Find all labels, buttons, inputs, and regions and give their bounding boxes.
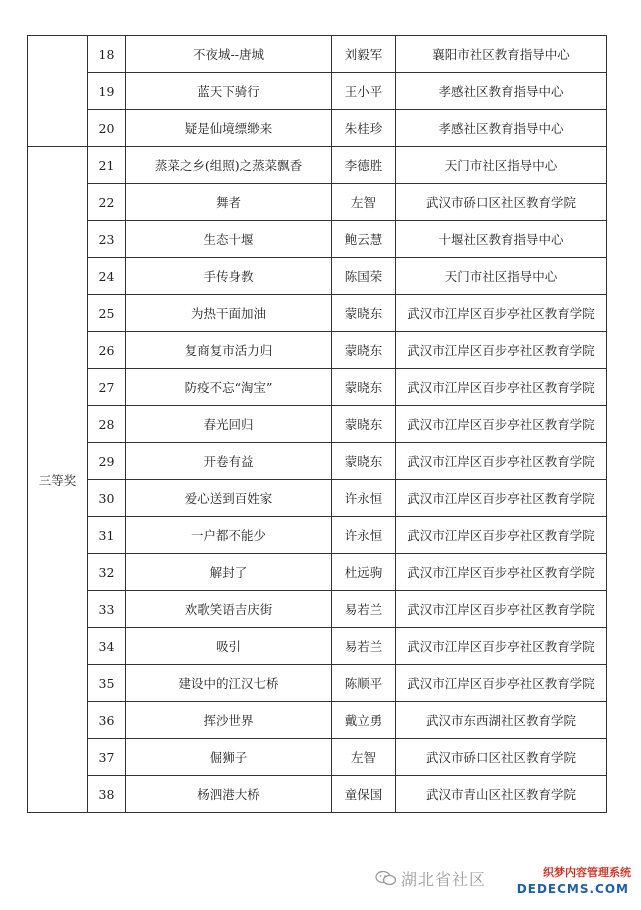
author-cell: 陈顺平 xyxy=(332,665,396,702)
author-cell: 蒙晓东 xyxy=(332,332,396,369)
entry-number-cell: 23 xyxy=(88,221,126,258)
work-title-cell: 解封了 xyxy=(126,554,332,591)
author-cell: 左智 xyxy=(332,184,396,221)
unit-cell: 武汉市江岸区百步亭社区教育学院 xyxy=(396,517,607,554)
author-cell: 左智 xyxy=(332,739,396,776)
unit-cell: 武汉市东西湖社区教育学院 xyxy=(396,702,607,739)
work-title-cell: 杨泗港大桥 xyxy=(126,776,332,813)
unit-cell: 武汉市江岸区百步亭社区教育学院 xyxy=(396,480,607,517)
table-row xyxy=(28,332,607,369)
unit-cell: 武汉市硚口区社区教育学院 xyxy=(396,184,607,221)
work-title-cell: 爱心送到百姓家 xyxy=(126,480,332,517)
table-row xyxy=(28,147,607,184)
entry-number-cell: 35 xyxy=(88,665,126,702)
awards-table-body xyxy=(28,36,607,813)
author-cell: 蒙晓东 xyxy=(332,443,396,480)
work-title-cell: 舞者 xyxy=(126,184,332,221)
work-title-cell: 开卷有益 xyxy=(126,443,332,480)
work-title-cell: 不夜城--唐城 xyxy=(126,36,332,73)
author-cell: 朱桂珍 xyxy=(332,110,396,147)
entry-number-cell: 37 xyxy=(88,739,126,776)
entry-number-cell: 32 xyxy=(88,554,126,591)
unit-cell: 武汉市江岸区百步亭社区教育学院 xyxy=(396,406,607,443)
entry-number-cell: 33 xyxy=(88,591,126,628)
table-row xyxy=(28,739,607,776)
work-title-cell: 欢歌笑语吉庆街 xyxy=(126,591,332,628)
dedecms-logo xyxy=(516,862,635,902)
table-row xyxy=(28,628,607,665)
unit-cell: 武汉市江岸区百步亭社区教育学院 xyxy=(396,332,607,369)
entry-number-cell: 29 xyxy=(88,443,126,480)
table-row xyxy=(28,221,607,258)
unit-cell: 武汉市江岸区百步亭社区教育学院 xyxy=(396,554,607,591)
unit-cell: 武汉市江岸区百步亭社区教育学院 xyxy=(396,443,607,480)
logo-text-en: DEDECMS.COM xyxy=(516,882,629,896)
entry-number-cell: 28 xyxy=(88,406,126,443)
table-row xyxy=(28,369,607,406)
logo-text-cn: 织梦内容管理系统 xyxy=(543,866,631,879)
author-cell: 陈国荣 xyxy=(332,258,396,295)
table-row xyxy=(28,406,607,443)
author-cell: 王小平 xyxy=(332,73,396,110)
author-cell: 李德胜 xyxy=(332,147,396,184)
unit-cell: 襄阳市社区教育指导中心 xyxy=(396,36,607,73)
entry-number-cell: 24 xyxy=(88,258,126,295)
table-row xyxy=(28,665,607,702)
work-title-cell: 防疫不忘“淘宝” xyxy=(126,369,332,406)
entry-number-cell: 20 xyxy=(88,110,126,147)
work-title-cell: 建设中的江汉七桥 xyxy=(126,665,332,702)
work-title-cell: 吸引 xyxy=(126,628,332,665)
entry-number-cell: 18 xyxy=(88,36,126,73)
awards-table xyxy=(27,35,607,813)
work-title-cell: 一户都不能少 xyxy=(126,517,332,554)
author-cell: 蒙晓东 xyxy=(332,295,396,332)
entry-number-cell: 31 xyxy=(88,517,126,554)
watermark xyxy=(375,862,635,902)
entry-number-cell: 19 xyxy=(88,73,126,110)
table-row xyxy=(28,36,607,73)
table-row xyxy=(28,295,607,332)
author-cell: 刘毅军 xyxy=(332,36,396,73)
author-cell: 易若兰 xyxy=(332,628,396,665)
watermark-account-name: 湖北省社区 xyxy=(401,870,487,889)
prize-level-cell xyxy=(28,36,88,147)
author-cell: 鲍云慧 xyxy=(332,221,396,258)
unit-cell: 武汉市硚口区社区教育学院 xyxy=(396,739,607,776)
table-row xyxy=(28,480,607,517)
author-cell: 杜远驹 xyxy=(332,554,396,591)
table-row xyxy=(28,73,607,110)
entry-number-cell: 26 xyxy=(88,332,126,369)
unit-cell: 武汉市江岸区百步亭社区教育学院 xyxy=(396,369,607,406)
unit-cell: 武汉市江岸区百步亭社区教育学院 xyxy=(396,295,607,332)
author-cell: 蒙晓东 xyxy=(332,406,396,443)
unit-cell: 天门市社区指导中心 xyxy=(396,147,607,184)
entry-number-cell: 36 xyxy=(88,702,126,739)
work-title-cell: 倔狮子 xyxy=(126,739,332,776)
work-title-cell: 蓝天下骑行 xyxy=(126,73,332,110)
unit-cell: 武汉市青山区社区教育学院 xyxy=(396,776,607,813)
unit-cell: 武汉市江岸区百步亭社区教育学院 xyxy=(396,665,607,702)
work-title-cell: 蒸菜之乡(组照)之蒸菜飘香 xyxy=(126,147,332,184)
unit-cell: 孝感社区教育指导中心 xyxy=(396,73,607,110)
author-cell: 蒙晓东 xyxy=(332,369,396,406)
wechat-icon xyxy=(375,870,397,886)
author-cell: 许永恒 xyxy=(332,517,396,554)
table-row xyxy=(28,591,607,628)
table-row xyxy=(28,110,607,147)
entry-number-cell: 22 xyxy=(88,184,126,221)
work-title-cell: 手传身教 xyxy=(126,258,332,295)
work-title-cell: 为热干面加油 xyxy=(126,295,332,332)
author-cell: 童保国 xyxy=(332,776,396,813)
entry-number-cell: 34 xyxy=(88,628,126,665)
unit-cell: 十堰社区教育指导中心 xyxy=(396,221,607,258)
table-row xyxy=(28,443,607,480)
work-title-cell: 复商复市活力归 xyxy=(126,332,332,369)
entry-number-cell: 25 xyxy=(88,295,126,332)
work-title-cell: 疑是仙境缥缈来 xyxy=(126,110,332,147)
entry-number-cell: 21 xyxy=(88,147,126,184)
table-row xyxy=(28,517,607,554)
table-row xyxy=(28,776,607,813)
unit-cell: 武汉市江岸区百步亭社区教育学院 xyxy=(396,628,607,665)
table-row xyxy=(28,702,607,739)
entry-number-cell: 38 xyxy=(88,776,126,813)
author-cell: 易若兰 xyxy=(332,591,396,628)
work-title-cell: 春光回归 xyxy=(126,406,332,443)
author-cell: 许永恒 xyxy=(332,480,396,517)
table-row xyxy=(28,258,607,295)
table-row xyxy=(28,554,607,591)
unit-cell: 武汉市江岸区百步亭社区教育学院 xyxy=(396,591,607,628)
entry-number-cell: 30 xyxy=(88,480,126,517)
entry-number-cell: 27 xyxy=(88,369,126,406)
work-title-cell: 挥沙世界 xyxy=(126,702,332,739)
author-cell: 戴立勇 xyxy=(332,702,396,739)
work-title-cell: 生态十堰 xyxy=(126,221,332,258)
unit-cell: 孝感社区教育指导中心 xyxy=(396,110,607,147)
unit-cell: 天门市社区指导中心 xyxy=(396,258,607,295)
prize-level-cell: 三等奖 xyxy=(28,147,88,813)
table-row xyxy=(28,184,607,221)
